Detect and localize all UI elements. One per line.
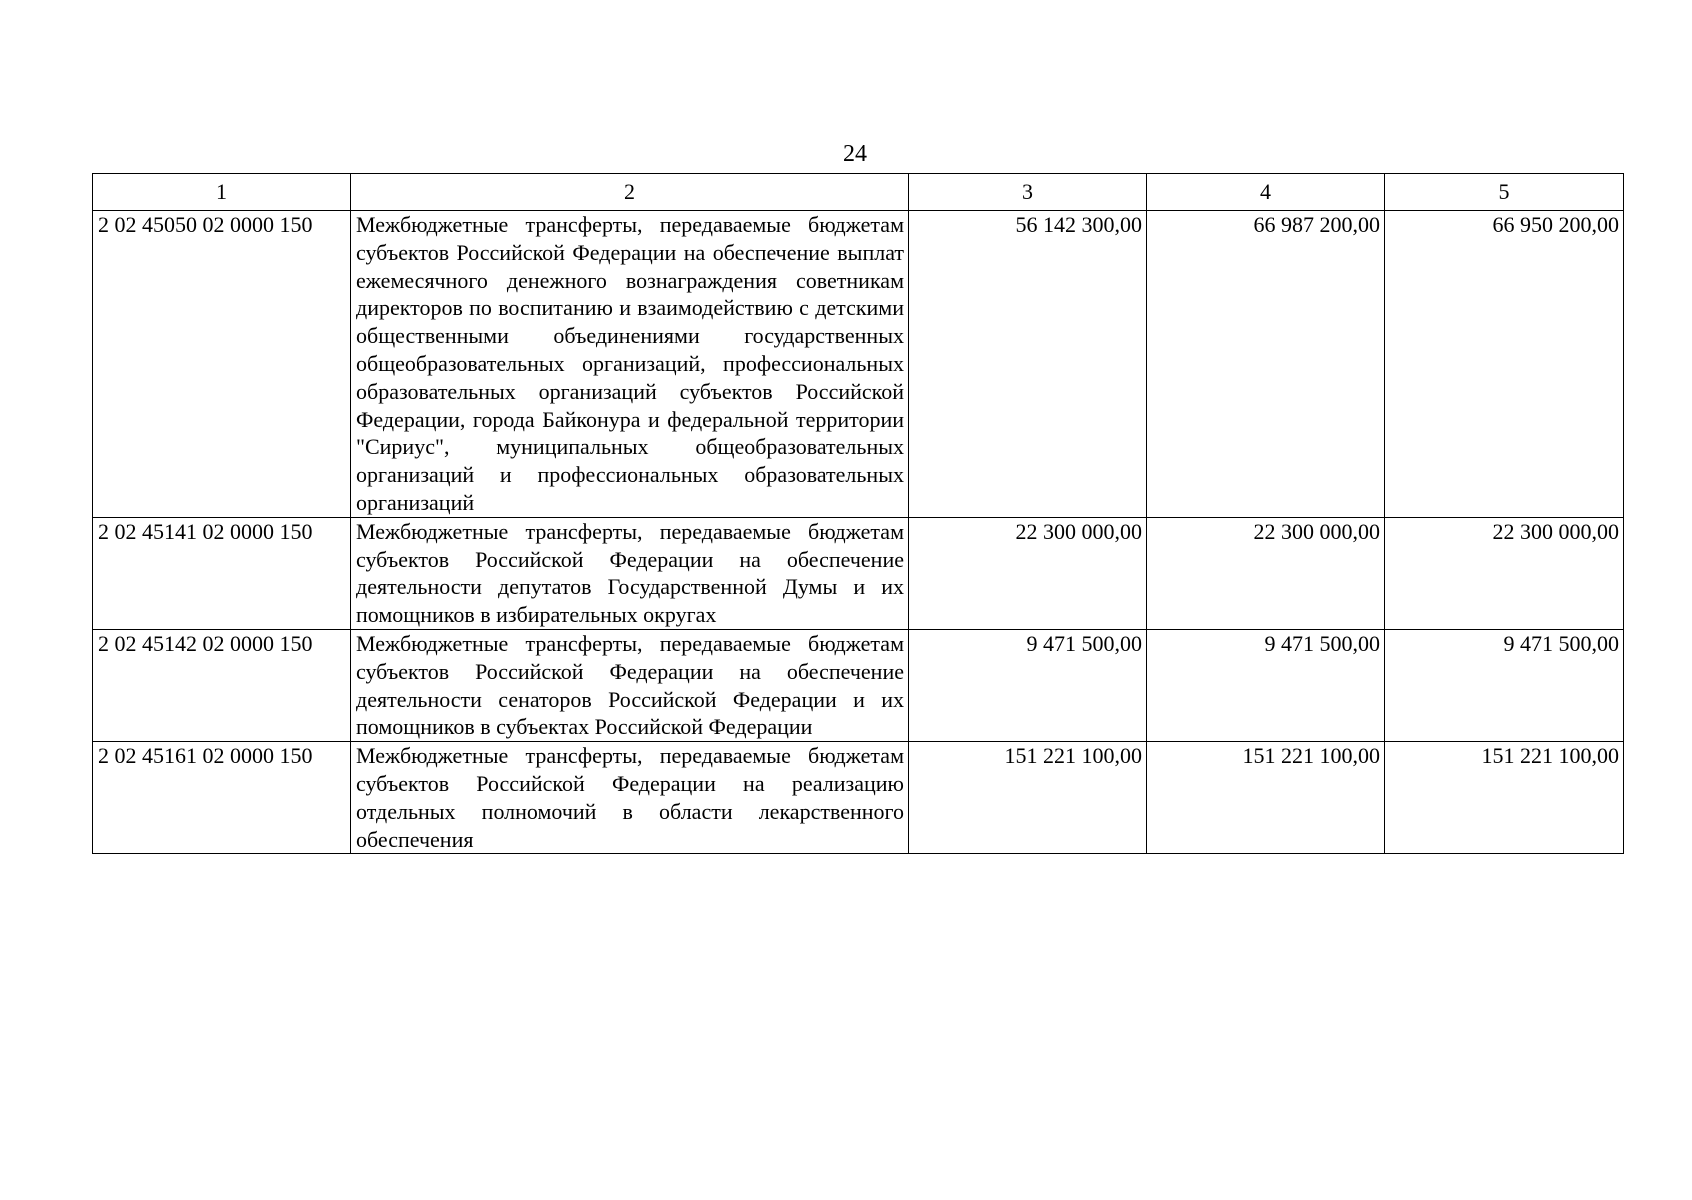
amount-col-3: 22 300 000,00 bbox=[909, 517, 1147, 629]
amount-col-3: 9 471 500,00 bbox=[909, 629, 1147, 741]
amount-col-4: 9 471 500,00 bbox=[1147, 629, 1385, 741]
row-description: Межбюджетные трансферты, передаваемые бюджетам субъектов Российской Федерации на обеспечение выплат ежемесячного денежного вознаграждения советникам директоров по воспитанию и взаимодействию с детскими общественными объединениями государственных общеобразовательных организаций, профессиональных образовательных организаций субъектов Российской Федерации, города Байконура и федеральной территории "Сириус", муниципальных общеобразовательных организаций и профессиональных образовательных организаций bbox=[351, 211, 909, 518]
row-description: Межбюджетные трансферты, передаваемые бюджетам субъектов Российской Федерации на обеспечение деятельности депутатов Государственной Думы и их помощников в избирательных округах bbox=[351, 517, 909, 629]
amount-col-5: 151 221 100,00 bbox=[1385, 742, 1624, 854]
header-row bbox=[93, 174, 1624, 211]
budget-code: 2 02 45161 02 0000 150 bbox=[93, 742, 351, 854]
table-header bbox=[93, 174, 1624, 211]
table-row bbox=[93, 629, 1624, 741]
amount-col-4: 151 221 100,00 bbox=[1147, 742, 1385, 854]
table-row bbox=[93, 517, 1624, 629]
page-number: 24 bbox=[843, 141, 867, 167]
table-row bbox=[93, 211, 1624, 518]
table-row bbox=[93, 742, 1624, 854]
row-description: Межбюджетные трансферты, передаваемые бюджетам субъектов Российской Федерации на обеспечение деятельности сенаторов Российской Федерации и их помощников в субъектах Российской Федерации bbox=[351, 629, 909, 741]
column-header-4: 4 bbox=[1147, 174, 1385, 211]
amount-col-3: 151 221 100,00 bbox=[909, 742, 1147, 854]
amount-col-5: 22 300 000,00 bbox=[1385, 517, 1624, 629]
column-header-1: 1 bbox=[93, 174, 351, 211]
column-header-2: 2 bbox=[351, 174, 909, 211]
table-body bbox=[93, 211, 1624, 854]
column-header-3: 3 bbox=[909, 174, 1147, 211]
amount-col-4: 22 300 000,00 bbox=[1147, 517, 1385, 629]
budget-code: 2 02 45141 02 0000 150 bbox=[93, 517, 351, 629]
amount-col-3: 56 142 300,00 bbox=[909, 211, 1147, 518]
row-description: Межбюджетные трансферты, передаваемые бюджетам субъектов Российской Федерации на реализацию отдельных полномочий в области лекарственного обеспечения bbox=[351, 742, 909, 854]
amount-col-5: 66 950 200,00 bbox=[1385, 211, 1624, 518]
column-header-5: 5 bbox=[1385, 174, 1624, 211]
budget-table bbox=[92, 173, 1624, 854]
budget-code: 2 02 45142 02 0000 150 bbox=[93, 629, 351, 741]
budget-code: 2 02 45050 02 0000 150 bbox=[93, 211, 351, 518]
amount-col-5: 9 471 500,00 bbox=[1385, 629, 1624, 741]
amount-col-4: 66 987 200,00 bbox=[1147, 211, 1385, 518]
